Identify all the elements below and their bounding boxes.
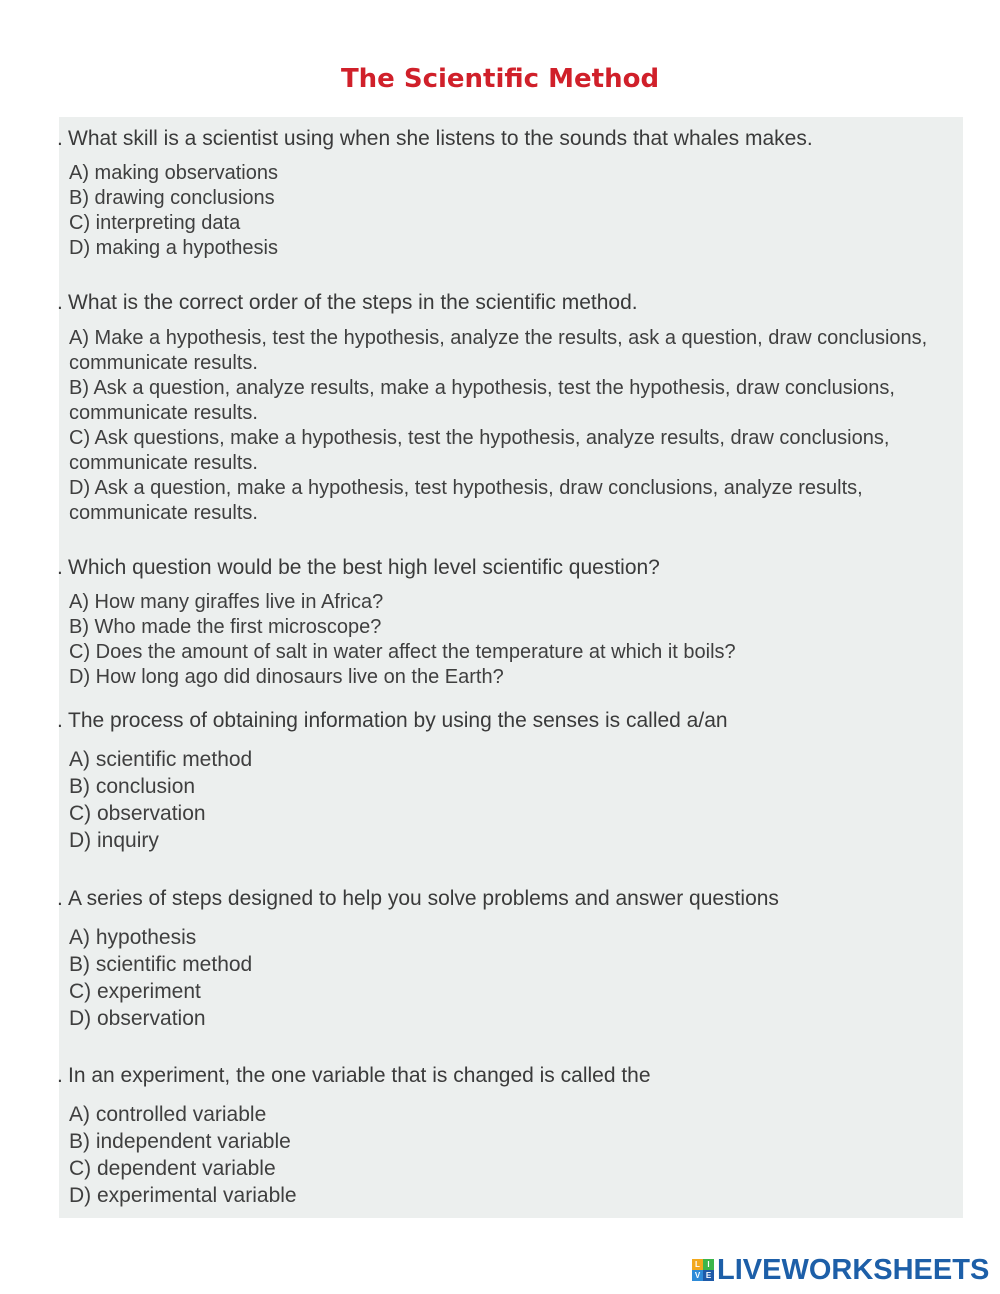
option-b[interactable]: B) drawing conclusions — [69, 187, 275, 209]
question-number-mark: . — [57, 291, 63, 314]
question-text: Which question would be the best high level scientific question? — [68, 556, 660, 579]
logo-mark-tile: I — [703, 1259, 714, 1270]
question-number-mark: . — [57, 556, 63, 579]
option-a[interactable]: A) hypothesis — [69, 926, 197, 949]
option-c[interactable]: C) observation — [69, 802, 206, 825]
option-list — [69, 326, 939, 526]
option-list — [69, 161, 278, 261]
option-d[interactable]: D) making a hypothesis — [69, 237, 278, 259]
question-text: What is the correct order of the steps in the scientific method. — [68, 291, 638, 314]
option-c[interactable]: C) Does the amount of salt in water affect the temperature at which it boils? — [69, 641, 736, 663]
option-b[interactable]: B) scientific method — [69, 953, 253, 976]
option-c[interactable]: C) interpreting data — [69, 212, 241, 234]
question-number-mark: . — [57, 1064, 63, 1087]
logo-text: LIVEWORKSHEETS — [717, 1253, 990, 1286]
question-number-mark: . — [57, 709, 63, 732]
logo-mark-tile: E — [703, 1270, 714, 1281]
option-list — [69, 1101, 297, 1209]
liveworksheets-logo[interactable] — [692, 1254, 989, 1286]
question-text: What skill is a scientist using when she listens to the sounds that whales makes. — [68, 127, 813, 150]
option-b[interactable]: B) independent variable — [69, 1130, 291, 1153]
option-d[interactable]: D) experimental variable — [69, 1184, 297, 1207]
option-d[interactable]: D) How long ago did dinosaurs live on the Earth? — [69, 666, 504, 688]
question-number-mark: . — [57, 887, 63, 910]
page-title: The Scientific Method — [340, 64, 660, 94]
option-b[interactable]: B) Who made the first microscope? — [69, 616, 382, 638]
option-d[interactable]: D) observation — [69, 1007, 206, 1030]
quiz-panel — [59, 117, 963, 1218]
logo-mark-tile: L — [692, 1259, 703, 1270]
option-d[interactable]: D) Ask a question, make a hypothesis, test hypothesis, draw conclusions, analyze results, communicate results. — [69, 477, 863, 524]
question-text: In an experiment, the one variable that is changed is called the — [68, 1064, 651, 1087]
option-d[interactable]: D) inquiry — [69, 829, 159, 852]
question-text: The process of obtaining information by using the senses is called a/an — [68, 709, 728, 732]
option-a[interactable]: A) controlled variable — [69, 1103, 267, 1126]
option-list — [69, 746, 252, 854]
logo-mark-tile: V — [692, 1270, 703, 1281]
option-c[interactable]: C) dependent variable — [69, 1157, 276, 1180]
option-b[interactable]: B) Ask a question, analyze results, make a hypothesis, test the hypothesis, draw conclusions, communicate results. — [69, 377, 895, 424]
liveworksheets-logo-icon — [692, 1259, 714, 1281]
option-list — [69, 590, 736, 690]
option-a[interactable]: A) How many giraffes live in Africa? — [69, 591, 384, 613]
option-a[interactable]: A) Make a hypothesis, test the hypothesis, analyze the results, ask a question, draw conclusions, communicate results. — [69, 327, 928, 374]
option-a[interactable]: A) making observations — [69, 162, 278, 184]
option-a[interactable]: A) scientific method — [69, 748, 253, 771]
option-b[interactable]: B) conclusion — [69, 775, 196, 798]
option-c[interactable]: C) experiment — [69, 980, 201, 1003]
question-number-mark: . — [57, 127, 63, 150]
option-c[interactable]: C) Ask questions, make a hypothesis, test the hypothesis, analyze results, draw conclusions, communicate results. — [69, 427, 890, 474]
option-list — [69, 924, 252, 1032]
question-text: A series of steps designed to help you solve problems and answer questions — [68, 887, 779, 910]
